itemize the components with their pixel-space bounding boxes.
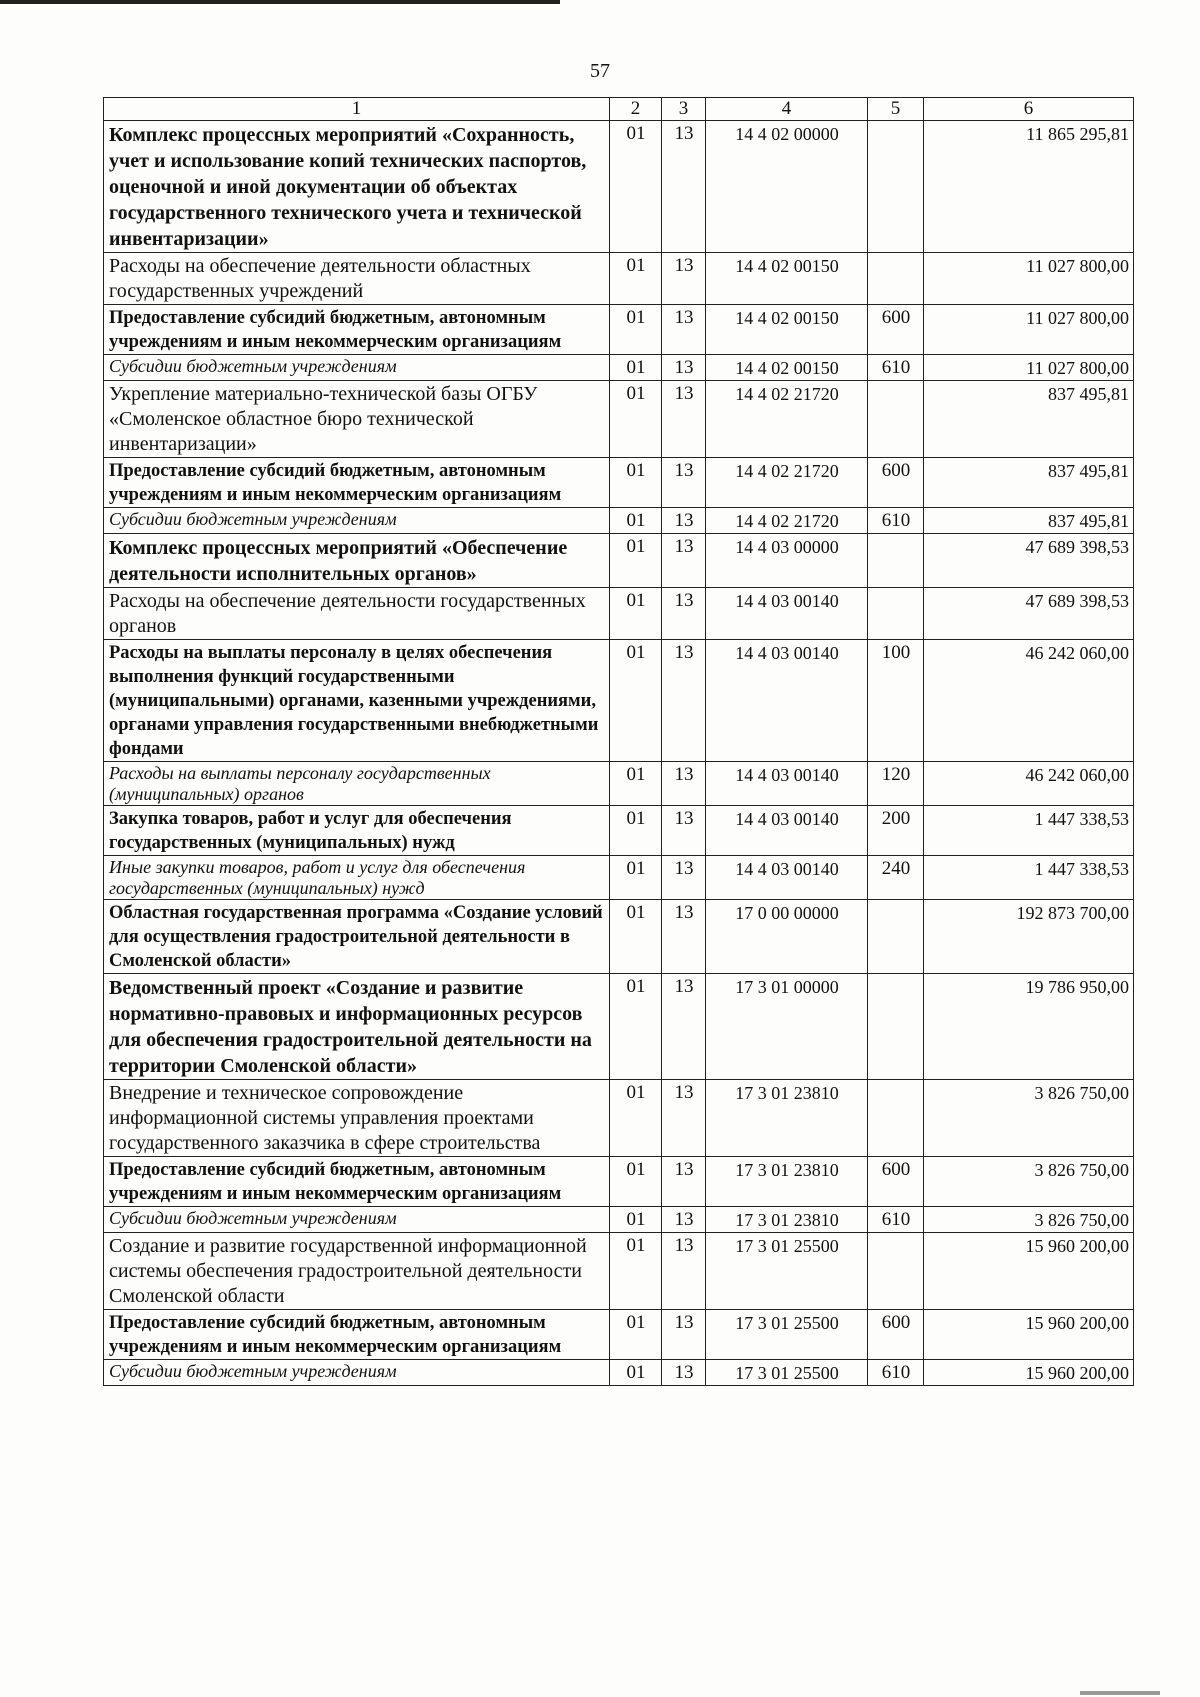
table-row [104,458,1134,508]
amount-cell: 19 786 950,00 [924,974,1134,1080]
table-row [104,1080,1134,1157]
table-row [104,1157,1134,1207]
section-code-cell: 01 [610,305,662,355]
expense-type-cell: 200 [868,806,924,856]
section-code-cell: 01 [610,458,662,508]
subsection-code-cell: 13 [662,1207,706,1233]
column-header-1: 1 [104,98,610,121]
expense-type-cell: 120 [868,762,924,806]
subsection-code-cell: 13 [662,1157,706,1207]
table-row [104,762,1134,806]
column-header-5: 5 [868,98,924,121]
target-article-cell: 14 4 03 00000 [706,534,868,588]
section-code-cell: 01 [610,121,662,253]
target-article-cell: 17 3 01 00000 [706,974,868,1080]
subsection-code-cell: 13 [662,1360,706,1386]
table-row [104,1310,1134,1360]
row-name-cell: Расходы на выплаты персоналу государственных (муниципальных) органов [104,762,610,806]
subsection-code-cell: 13 [662,534,706,588]
section-code-cell: 01 [610,253,662,305]
amount-cell: 3 826 750,00 [924,1207,1134,1233]
expense-type-cell [868,900,924,974]
section-code-cell: 01 [610,640,662,762]
section-code-cell: 01 [610,508,662,534]
row-name-cell: Укрепление материально-технической базы ОГБУ «Смоленское областное бюро технической инвентаризации» [104,381,610,458]
top-border-line [0,0,560,4]
amount-cell: 192 873 700,00 [924,900,1134,974]
subsection-code-cell: 13 [662,640,706,762]
expense-type-cell [868,534,924,588]
target-article-cell: 14 4 03 00140 [706,856,868,900]
row-name-cell: Иные закупки товаров, работ и услуг для обеспечения государственных (муниципальных) нужд [104,856,610,900]
subsection-code-cell: 13 [662,806,706,856]
expense-type-cell: 610 [868,1360,924,1386]
expense-type-cell: 600 [868,305,924,355]
row-name-cell: Создание и развитие государственной информационной системы обеспечения градостроительной деятельности Смоленской области [104,1233,610,1310]
table-row [104,588,1134,640]
column-header-4: 4 [706,98,868,121]
section-code-cell: 01 [610,856,662,900]
section-code-cell: 01 [610,1157,662,1207]
table-row [104,1360,1134,1386]
subsection-code-cell: 13 [662,1080,706,1157]
row-name-cell: Предоставление субсидий бюджетным, автономным учреждениям и иным некоммерческим организациям [104,305,610,355]
subsection-code-cell: 13 [662,1233,706,1310]
row-name-cell: Предоставление субсидий бюджетным, автономным учреждениям и иным некоммерческим организациям [104,1157,610,1207]
section-code-cell: 01 [610,1360,662,1386]
subsection-code-cell: 13 [662,121,706,253]
table-row [104,381,1134,458]
table-row [104,806,1134,856]
target-article-cell: 17 3 01 25500 [706,1310,868,1360]
subsection-code-cell: 13 [662,305,706,355]
section-code-cell: 01 [610,900,662,974]
target-article-cell: 14 4 03 00140 [706,640,868,762]
target-article-cell: 14 4 02 00150 [706,253,868,305]
section-code-cell: 01 [610,806,662,856]
expense-type-cell: 610 [868,508,924,534]
column-header-2: 2 [610,98,662,121]
subsection-code-cell: 13 [662,588,706,640]
amount-cell: 3 826 750,00 [924,1157,1134,1207]
row-name-cell: Расходы на обеспечение деятельности государственных органов [104,588,610,640]
table-header-row [104,98,1134,121]
target-article-cell: 17 3 01 25500 [706,1233,868,1310]
expense-type-cell [868,974,924,1080]
target-article-cell: 17 0 00 00000 [706,900,868,974]
table-row [104,640,1134,762]
subsection-code-cell: 13 [662,762,706,806]
amount-cell: 46 242 060,00 [924,640,1134,762]
table-row [104,1207,1134,1233]
column-header-3: 3 [662,98,706,121]
expense-type-cell: 600 [868,1157,924,1207]
subsection-code-cell: 13 [662,253,706,305]
amount-cell: 11 027 800,00 [924,253,1134,305]
target-article-cell: 14 4 02 21720 [706,458,868,508]
target-article-cell: 14 4 03 00140 [706,588,868,640]
subsection-code-cell: 13 [662,355,706,381]
expense-type-cell: 100 [868,640,924,762]
amount-cell: 1 447 338,53 [924,806,1134,856]
row-name-cell: Предоставление субсидий бюджетным, автономным учреждениям и иным некоммерческим организациям [104,458,610,508]
section-code-cell: 01 [610,534,662,588]
subsection-code-cell: 13 [662,856,706,900]
subsection-code-cell: 13 [662,1310,706,1360]
expense-type-cell: 600 [868,458,924,508]
expense-type-cell [868,253,924,305]
amount-cell: 11 027 800,00 [924,355,1134,381]
section-code-cell: 01 [610,355,662,381]
amount-cell: 15 960 200,00 [924,1310,1134,1360]
table-row [104,1233,1134,1310]
row-name-cell: Субсидии бюджетным учреждениям [104,1360,610,1386]
target-article-cell: 17 3 01 23810 [706,1080,868,1157]
amount-cell: 837 495,81 [924,381,1134,458]
target-article-cell: 14 4 02 00150 [706,305,868,355]
section-code-cell: 01 [610,381,662,458]
amount-cell: 11 865 295,81 [924,121,1134,253]
table-row [104,856,1134,900]
page-number: 57 [590,60,610,82]
row-name-cell: Ведомственный проект «Создание и развитие нормативно-правовых и информационных ресурсов для обеспечения градостроительной деятельности на территории Смоленской области» [104,974,610,1080]
row-name-cell: Областная государственная программа «Создание условий для осуществления градостроительной деятельности в Смоленской области» [104,900,610,974]
amount-cell: 46 242 060,00 [924,762,1134,806]
table-row [104,355,1134,381]
table-body [104,121,1134,1386]
subsection-code-cell: 13 [662,974,706,1080]
expense-type-cell [868,588,924,640]
table-row [104,900,1134,974]
table-row [104,508,1134,534]
amount-cell: 15 960 200,00 [924,1360,1134,1386]
subsection-code-cell: 13 [662,458,706,508]
amount-cell: 47 689 398,53 [924,534,1134,588]
section-code-cell: 01 [610,762,662,806]
amount-cell: 15 960 200,00 [924,1233,1134,1310]
expense-type-cell: 600 [868,1310,924,1360]
section-code-cell: 01 [610,1080,662,1157]
row-name-cell: Предоставление субсидий бюджетным, автономным учреждениям и иным некоммерческим организациям [104,1310,610,1360]
amount-cell: 1 447 338,53 [924,856,1134,900]
table-row [104,974,1134,1080]
target-article-cell: 17 3 01 23810 [706,1157,868,1207]
amount-cell: 47 689 398,53 [924,588,1134,640]
target-article-cell: 14 4 02 00000 [706,121,868,253]
row-name-cell: Субсидии бюджетным учреждениям [104,508,610,534]
section-code-cell: 01 [610,1207,662,1233]
subsection-code-cell: 13 [662,508,706,534]
expense-type-cell [868,381,924,458]
subsection-code-cell: 13 [662,900,706,974]
expense-type-cell [868,1080,924,1157]
table-row [104,121,1134,253]
target-article-cell: 14 4 02 21720 [706,508,868,534]
budget-table [103,97,1134,1386]
scan-edge-mark [1080,1691,1160,1695]
table-row [104,534,1134,588]
target-article-cell: 17 3 01 23810 [706,1207,868,1233]
amount-cell: 837 495,81 [924,458,1134,508]
section-code-cell: 01 [610,1310,662,1360]
column-header-6: 6 [924,98,1134,121]
target-article-cell: 14 4 02 21720 [706,381,868,458]
row-name-cell: Внедрение и техническое сопровождение информационной системы управления проектами государственного заказчика в сфере строительства [104,1080,610,1157]
target-article-cell: 14 4 03 00140 [706,762,868,806]
row-name-cell: Субсидии бюджетным учреждениям [104,1207,610,1233]
row-name-cell: Расходы на обеспечение деятельности областных государственных учреждений [104,253,610,305]
row-name-cell: Комплекс процессных мероприятий «Обеспечение деятельности исполнительных органов» [104,534,610,588]
expense-type-cell: 240 [868,856,924,900]
expense-type-cell: 610 [868,355,924,381]
row-name-cell: Закупка товаров, работ и услуг для обеспечения государственных (муниципальных) нужд [104,806,610,856]
subsection-code-cell: 13 [662,381,706,458]
amount-cell: 837 495,81 [924,508,1134,534]
row-name-cell: Комплекс процессных мероприятий «Сохранность, учет и использование копий технических паспортов, оценочной и иной документации об объектах государственного технического учета и технической инвентаризации» [104,121,610,253]
table-row [104,305,1134,355]
amount-cell: 3 826 750,00 [924,1080,1134,1157]
section-code-cell: 01 [610,588,662,640]
table-row [104,253,1134,305]
section-code-cell: 01 [610,974,662,1080]
section-code-cell: 01 [610,1233,662,1310]
expense-type-cell [868,121,924,253]
row-name-cell: Расходы на выплаты персоналу в целях обеспечения выполнения функций государственными (муниципальными) органами, казенными учреждениями, органами управления государственными внебюджетными фондами [104,640,610,762]
expense-type-cell: 610 [868,1207,924,1233]
target-article-cell: 17 3 01 25500 [706,1360,868,1386]
target-article-cell: 14 4 02 00150 [706,355,868,381]
amount-cell: 11 027 800,00 [924,305,1134,355]
target-article-cell: 14 4 03 00140 [706,806,868,856]
row-name-cell: Субсидии бюджетным учреждениям [104,355,610,381]
expense-type-cell [868,1233,924,1310]
